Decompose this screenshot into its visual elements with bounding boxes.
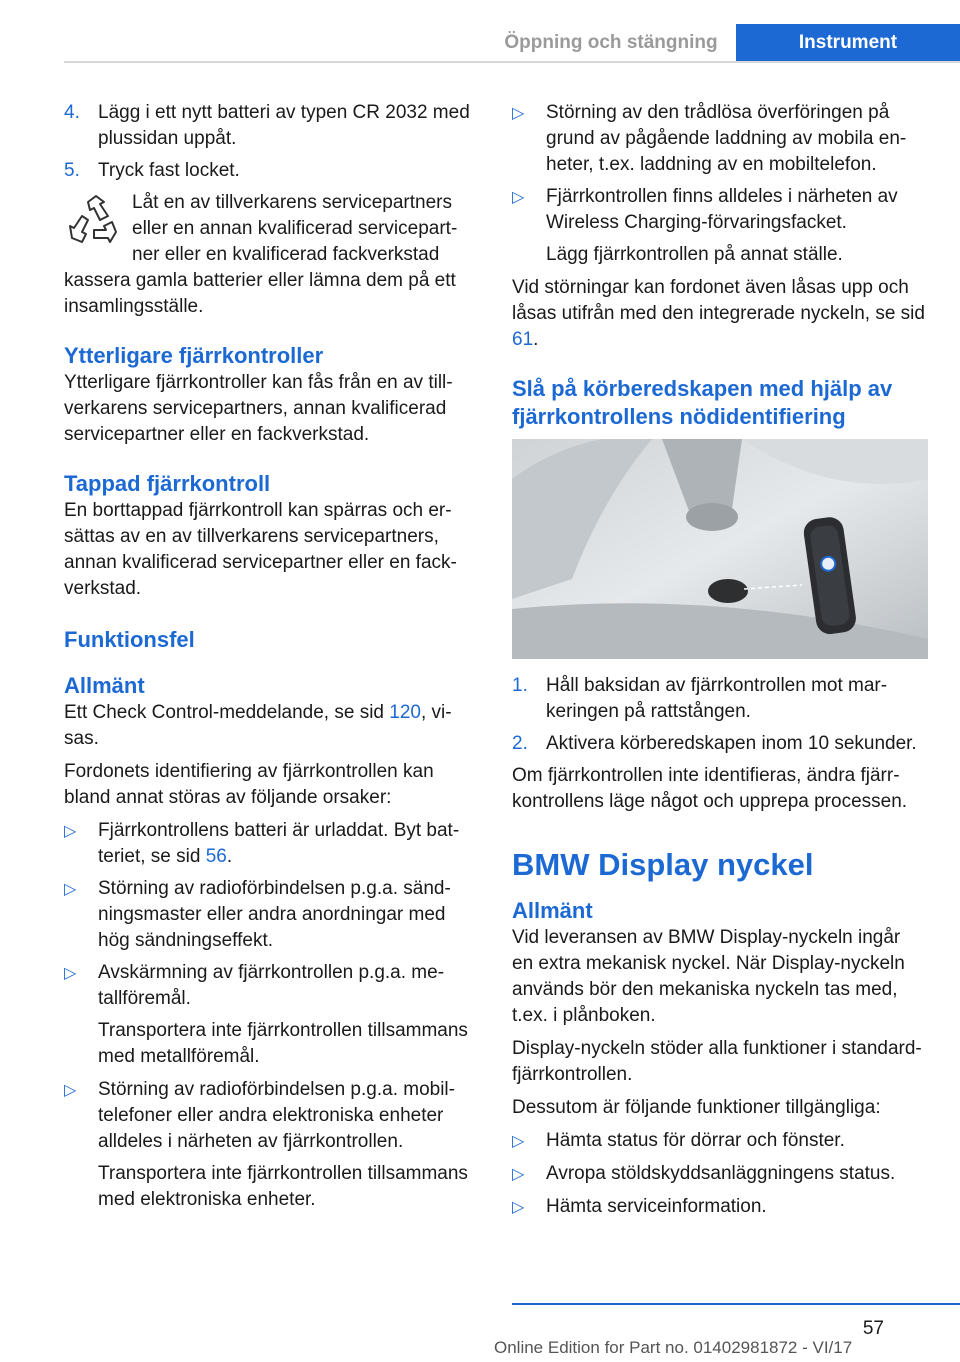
triangle-bullet-icon: ▷ xyxy=(512,1166,525,1183)
heading-emergency-detection: Slå på körberedskapen med hjälp av fjärrkontrollens nödidentifiering xyxy=(512,376,893,429)
page-header xyxy=(0,0,960,62)
triangle-bullet-icon: ▷ xyxy=(512,105,525,122)
edition-note: Online Edition for Part no. 01402981872 - VI/17 xyxy=(494,1338,853,1357)
steering-column-photo xyxy=(512,439,928,659)
bullet-subtext: Transportera inte fjärrkontrollen tillsammans med metallföremål. xyxy=(98,1020,468,1067)
bullet-text: Störning av radioförbindelsen p.g.a. mobiltelefoner eller andra elektroniska enheter alldeles i närheten av fjärrkontrollen. xyxy=(98,1079,455,1152)
bullet-text: Avropa stöldskyddsanläggningens status. xyxy=(546,1163,896,1184)
bullet-subtext: Lägg fjärrkontrollen på annat ställe. xyxy=(546,244,843,265)
bullet-item xyxy=(512,1161,926,1188)
bullet-text: Hämta status för dörrar och fönster. xyxy=(546,1130,845,1151)
step-item xyxy=(512,731,926,757)
bullet-item xyxy=(512,1194,926,1221)
bullet-item xyxy=(64,818,478,870)
section-title: Öppning och stängning xyxy=(486,24,736,62)
triangle-bullet-icon: ▷ xyxy=(512,189,525,206)
bullet-item xyxy=(64,876,478,954)
triangle-bullet-icon: ▷ xyxy=(512,1199,525,1216)
recycle-note xyxy=(64,190,478,320)
triangle-bullet-icon: ▷ xyxy=(64,823,77,840)
heading-extra-remotes: Ytterligare fjärrkontroller xyxy=(64,343,324,368)
bullet-item xyxy=(64,960,478,1012)
bullet-item xyxy=(512,184,926,236)
paragraph-check-control xyxy=(64,700,478,752)
paragraph-lost-remote: En borttappad fjärrkontroll kan spärras och ersättas av en av tillverkarens servicepartners, annan kvalificerad servicepartner eller en fackverkstad. xyxy=(64,500,457,599)
paragraph-display-3: Dessutom är följande funktioner tillgängliga: xyxy=(512,1097,881,1118)
right-column xyxy=(512,100,926,1227)
footer-divider xyxy=(512,1303,960,1305)
triangle-bullet-icon: ▷ xyxy=(64,881,77,898)
recycle-icon xyxy=(64,192,128,252)
step-number: 4. xyxy=(64,102,80,123)
bullet-text: Fjärrkontrollens batteri är urladdat. Byt batteriet, se sid 56. xyxy=(98,820,460,867)
bullet-item xyxy=(512,100,926,178)
text-part: Vid störningar kan fordonet även låsas upp och låsas utifrån med den integrerade nyckeln, se sid xyxy=(512,277,925,324)
step-text: Lägg i ett nytt batteri av typen CR 2032 med plussidan uppåt. xyxy=(98,102,470,149)
heading-display-key: BMW Display nyckel xyxy=(512,847,814,882)
bullet-text: Störning av den trådlösa överföringen på grund av pågående laddning av mobila enheter, t.ex. laddning av en mobiltelefon. xyxy=(546,102,907,175)
header-divider xyxy=(64,61,960,63)
step-number: 1. xyxy=(512,675,528,696)
paragraph-integrated-key xyxy=(512,275,926,353)
heading-lost-remote: Tappad fjärrkontroll xyxy=(64,471,271,496)
text-part: , visas. xyxy=(64,702,452,749)
bullet-subtext: Transportera inte fjärrkontrollen tillsammans med elektroniska enheter. xyxy=(98,1163,468,1210)
bullet-item xyxy=(64,1077,478,1155)
page-number: 57 xyxy=(862,1318,884,1339)
step-text: Aktivera körberedskapen inom 10 sekunder. xyxy=(546,733,917,754)
page-link-56[interactable]: 56 xyxy=(205,846,227,867)
bullet-text: Avskärmning av fjärrkontrollen p.g.a. metallföremål. xyxy=(98,962,445,1009)
step-text: Tryck fast locket. xyxy=(98,160,240,181)
text-part: . xyxy=(533,329,539,350)
recycle-note-text: Låt en av tillverkarens servicepartners eller en annan kvalificerad servicepartner eller en kvalificerad fackverkstad kassera gamla batterier eller lämna dem på ett insamlingsställe. xyxy=(64,192,458,317)
triangle-bullet-icon: ▷ xyxy=(64,1082,77,1099)
paragraph-display-2: Display-nyckeln stöder alla funktioner i standard-fjärrkontrollen. xyxy=(512,1038,922,1085)
left-column xyxy=(64,100,478,1220)
step-number: 5. xyxy=(64,160,80,181)
bullet-text: Fjärrkontrollen finns alldeles i närheten av Wireless Charging-förvaringsfacket. xyxy=(546,186,898,233)
paragraph-extra-remotes: Ytterligare fjärrkontroller kan fås från en av tillverkarens servicepartners, annan kvalificerad servicepartner eller en fackverkstad. xyxy=(64,372,453,445)
bullet-item xyxy=(512,1128,926,1155)
bullet-text: Störning av radioförbindelsen p.g.a. sändningsmaster eller andra anordningar med hög sändningseffekt. xyxy=(98,878,451,951)
triangle-bullet-icon: ▷ xyxy=(64,965,77,982)
heading-general: Allmänt xyxy=(64,673,145,698)
heading-malfunction: Funktionsfel xyxy=(64,627,195,652)
step-item xyxy=(64,158,478,184)
text-part: Ett Check Control-meddelande, se sid xyxy=(64,702,390,723)
step-number: 2. xyxy=(512,733,528,754)
triangle-bullet-icon: ▷ xyxy=(512,1133,525,1150)
paragraph-display-1: Vid leveransen av BMW Display-nyckeln ingår en extra mekanisk nyckel. När Display-nyckeln används bör den mekaniska nyckeln tas med, t.ex. i plånboken. xyxy=(512,927,905,1026)
paragraph-not-identified: Om fjärrkontrollen inte identifieras, ändra fjärrkontrollens läge något och upprepa processen. xyxy=(512,765,908,812)
heading-general: Allmänt xyxy=(512,898,593,923)
step-item xyxy=(512,673,926,725)
bullet-text: Hämta serviceinformation. xyxy=(546,1196,767,1217)
step-text: Håll baksidan av fjärrkontrollen mot markeringen på rattstången. xyxy=(546,675,888,722)
page-link-120[interactable]: 120 xyxy=(389,702,421,723)
chapter-title: Instrument xyxy=(736,24,960,62)
paragraph-causes: Fordonets identifiering av fjärrkontrollen kan bland annat störas av följande orsaker: xyxy=(64,761,434,808)
step-item xyxy=(64,100,478,152)
page-link-61[interactable]: 61 xyxy=(512,329,534,350)
